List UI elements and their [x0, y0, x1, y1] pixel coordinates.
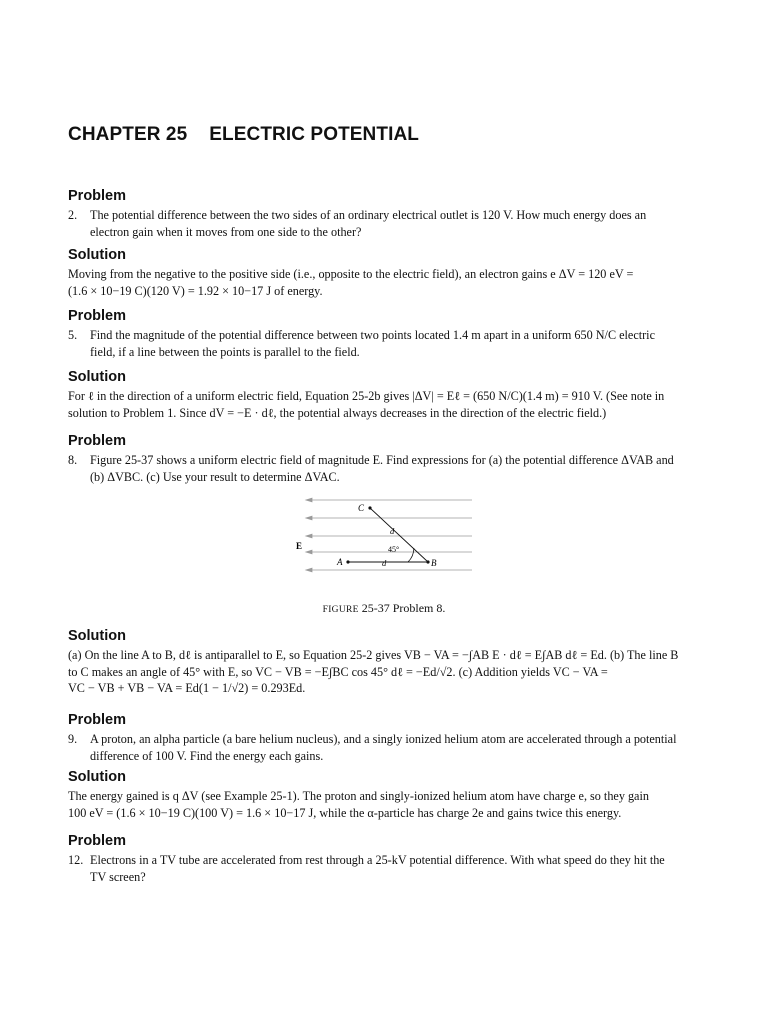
chapter-number: CHAPTER 25 [68, 124, 188, 145]
problem-text-line: Figure 25-37 shows a uniform electric field of magnitude E. Find expressions for (a) the potential difference ΔVAB and [90, 453, 674, 467]
chapter-title [68, 124, 419, 146]
problem-9 [68, 711, 708, 764]
point-b [426, 560, 429, 563]
chapter-name: ELECTRIC POTENTIAL [209, 124, 419, 145]
solution-heading: Solution [68, 628, 126, 644]
solution-2 [68, 246, 708, 299]
problem-text-line: difference of 100 V. Find the energy each gains. [90, 748, 324, 763]
problem-heading: Problem [68, 712, 127, 728]
figure-caption [0, 601, 768, 616]
solution-5 [68, 368, 708, 421]
problem-number: 2. [68, 208, 78, 222]
point-a [346, 560, 349, 563]
label-b: B [431, 558, 437, 568]
field-arrowhead [306, 534, 312, 538]
solution-text-line: VC − VB + VB − VA = Ed(1 − 1/√2) = 0.293Ed. [68, 681, 306, 695]
label-a: A [337, 557, 343, 567]
solution-8 [68, 627, 708, 697]
solution-text-line: (1.6 × 10−19 C)(120 V) = 1.92 × 10−17 J of energy. [68, 283, 323, 298]
problem-number: 8. [68, 453, 78, 467]
label-angle: 45° [388, 545, 400, 554]
solution-heading: Solution [68, 369, 126, 385]
problem-text-line: A proton, an alpha particle (a bare helium nucleus), and a singly ionized helium atom are accelerated through a potential [90, 732, 677, 746]
label-d-diagonal: d [390, 526, 395, 536]
problem-8 [68, 432, 708, 485]
solution-text-line: For ℓ in the direction of a uniform electric field, Equation 25-2b gives |ΔV| = Eℓ = (650 N/C)(1.4 m) = 910 V. (See note in [68, 389, 665, 403]
solution-9 [68, 768, 708, 821]
problem-12 [68, 832, 708, 885]
figure-25-37 [296, 494, 480, 576]
problem-text-line: (b) ΔVBC. (c) Use your result to determine ΔVAC. [90, 469, 340, 484]
label-d-horizontal: d [382, 558, 387, 568]
problem-text-line: electron gain when it moves from one side to the other? [90, 224, 362, 239]
problem-text-line: Find the magnitude of the potential difference between two points located 1.4 m apart in a uniform 650 N/C electric [90, 328, 655, 342]
solution-heading: Solution [68, 769, 126, 785]
angle-arc [408, 548, 414, 562]
solution-text-line: Moving from the negative to the positive side (i.e., opposite to the electric field), an electron gains e ΔV = 120 eV = [68, 267, 634, 281]
problem-heading: Problem [68, 433, 127, 449]
solution-text-line: (a) On the line A to B, dℓ is antiparallel to E, so Equation 25-2 gives VB − VA = −∫AB E · dℓ = E∫AB dℓ = Ed. (b) The line B [68, 648, 679, 662]
problem-text-line: field, if a line between the points is parallel to the field. [90, 344, 360, 359]
field-arrowhead [306, 550, 312, 554]
problem-heading: Problem [68, 188, 127, 204]
label-c: C [358, 503, 365, 513]
point-c [368, 506, 371, 509]
solution-text-line: 100 eV = (1.6 × 10−19 C)(100 V) = 1.6 × 10−17 J, while the α-particle has charge 2e and gains twice this energy. [68, 805, 622, 820]
problem-number: 12. [68, 853, 84, 867]
figure-caption-text: 25-37 Problem 8. [361, 601, 446, 615]
problem-2 [68, 187, 708, 240]
problem-number: 9. [68, 732, 78, 746]
label-e-field: E [296, 541, 303, 551]
solution-heading: Solution [68, 247, 126, 263]
problem-text-line: TV screen? [90, 869, 146, 884]
solution-text-line: solution to Problem 1. Since dV = −E · dℓ, the potential always decreases in the direction of the electric field.) [68, 405, 607, 420]
solution-text-line: The energy gained is q ΔV (see Example 25-1). The proton and singly-ionized helium atom have charge e, so they gain [68, 789, 649, 803]
field-arrowhead [306, 498, 312, 502]
solution-text-line: to C makes an angle of 45° with E, so VC − VB = −E∫BC cos 45° dℓ = −Ed/√2. (c) Addition yields VC − VA = [68, 664, 608, 679]
problem-5 [68, 307, 708, 360]
field-arrowhead [306, 568, 312, 572]
problem-text-line: The potential difference between the two sides of an ordinary electrical outlet is 120 V. How much energy does an [90, 208, 647, 222]
figure-caption-label: FIGURE [322, 605, 359, 615]
problem-number: 5. [68, 328, 78, 342]
field-lines [306, 498, 472, 572]
problem-heading: Problem [68, 833, 127, 849]
problem-text-line: Electrons in a TV tube are accelerated from rest through a 25-kV potential difference. With what speed do they hit the [90, 853, 665, 867]
problem-heading: Problem [68, 308, 127, 324]
field-arrowhead [306, 516, 312, 520]
